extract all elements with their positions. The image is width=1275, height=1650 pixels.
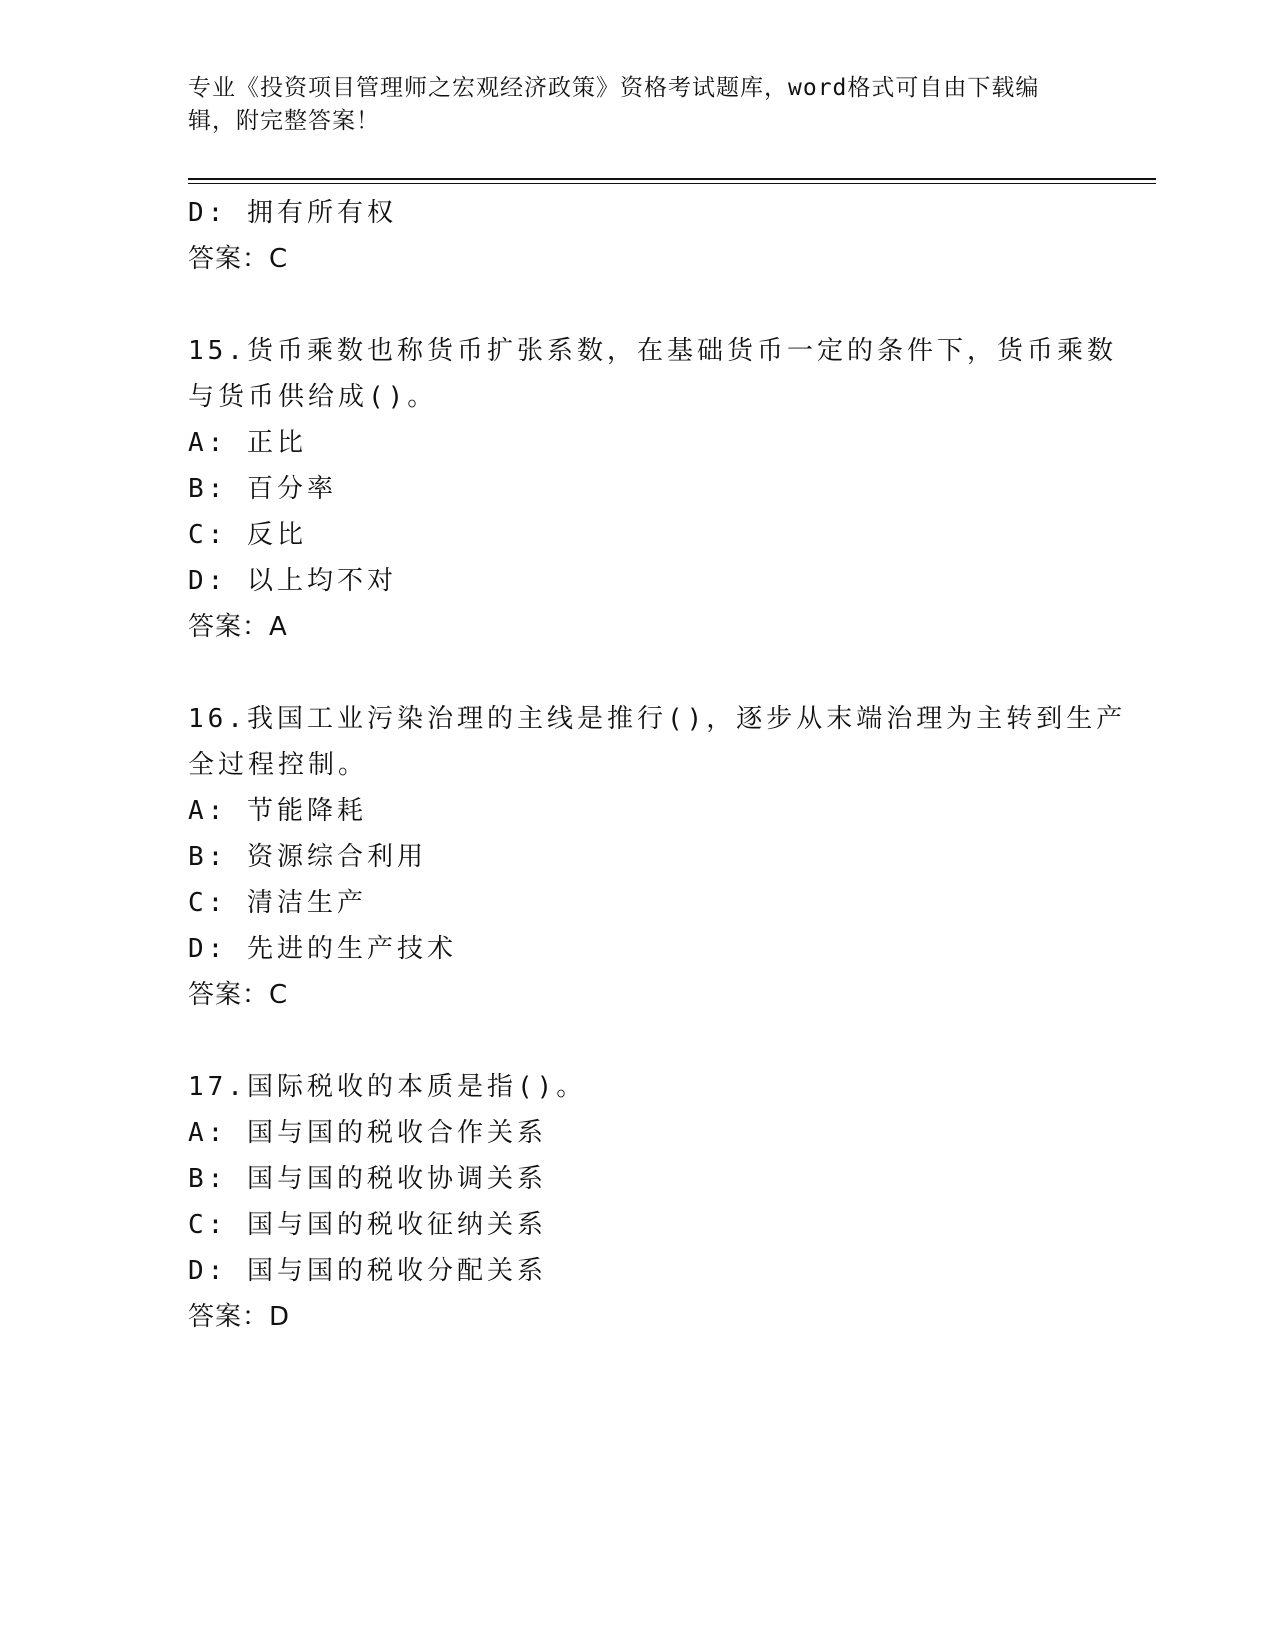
question-text-line-1: 17.国际税收的本质是指()。 — [188, 1072, 587, 1102]
document-header — [188, 72, 1068, 138]
option-b: B: 百分率 — [188, 474, 337, 504]
header-divider-thin — [188, 183, 1156, 184]
spacer — [188, 1018, 1088, 1064]
answer-line: 答案：A — [188, 612, 288, 642]
answer-line: 答案：C — [188, 980, 289, 1010]
option-a: A: 国与国的税收合作关系 — [188, 1118, 547, 1148]
option-c: C: 国与国的税收征纳关系 — [188, 1210, 547, 1240]
option-b: B: 国与国的税收协调关系 — [188, 1164, 547, 1194]
previous-answer: 答案：C — [188, 244, 289, 274]
question-text-line-1: 15.货币乘数也称货币扩张系数，在基础货币一定的条件下，货币乘数 — [188, 336, 1117, 366]
option-d: D: 国与国的税收分配关系 — [188, 1256, 547, 1286]
question-text-line-1: 16.我国工业污染治理的主线是推行()，逐步从末端治理为主转到生产 — [188, 704, 1127, 734]
question-content — [188, 190, 1127, 1340]
header-line-2: 辑，附完整答案！ — [188, 108, 380, 134]
spacer — [188, 650, 1088, 696]
question-16 — [188, 696, 1127, 1018]
question-text-line-2: 与货币供给成()。 — [188, 382, 438, 412]
spacer — [188, 282, 1088, 328]
option-c: C: 反比 — [188, 520, 307, 550]
answer-line: 答案：D — [188, 1302, 291, 1332]
option-b: B: 资源综合利用 — [188, 842, 427, 872]
option-c: C: 清洁生产 — [188, 888, 367, 918]
option-a: A: 节能降耗 — [188, 796, 367, 826]
option-d: D: 以上均不对 — [188, 566, 397, 596]
header-divider-thick — [188, 178, 1156, 180]
question-text-line-2: 全过程控制。 — [188, 750, 369, 780]
option-a: A: 正比 — [188, 428, 307, 458]
header-line-1: 专业《投资项目管理师之宏观经济政策》资格考试题库，word格式可自由下载编 — [188, 75, 1040, 101]
option-d: D: 先进的生产技术 — [188, 934, 457, 964]
previous-option-d: D: 拥有所有权 — [188, 198, 397, 228]
question-17 — [188, 1064, 1088, 1340]
question-15 — [188, 328, 1117, 650]
